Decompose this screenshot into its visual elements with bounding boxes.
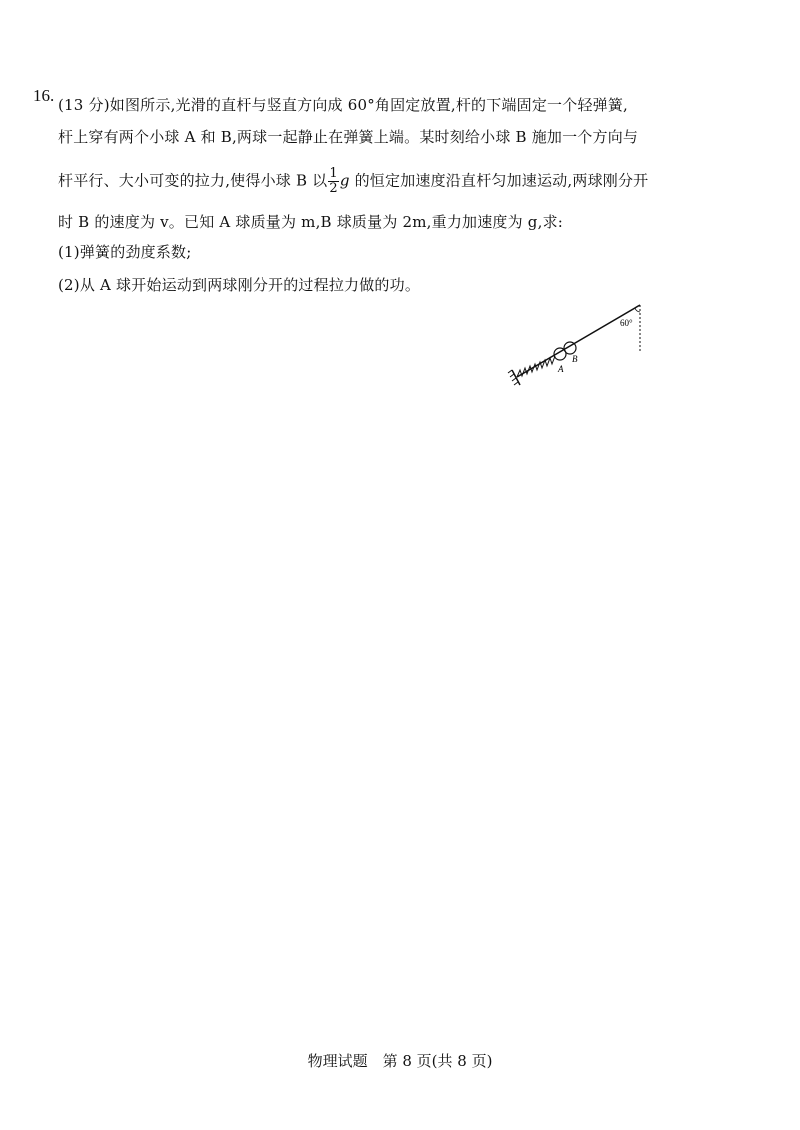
question-line-2: 杆上穿有两个小球 A 和 B,两球一起静止在弹簧上端。某时刻给小球 B 施加一个方向与 xyxy=(58,128,639,146)
question-score: (13 分) xyxy=(58,96,110,114)
question-line-3 xyxy=(58,167,648,196)
ball-b-label: B xyxy=(572,354,578,364)
question-part-1: (1)弹簧的劲度系数; xyxy=(58,243,192,261)
fraction-numerator: 1 xyxy=(329,166,338,181)
page-footer: 物理试题 第 8 页(共 8 页) xyxy=(307,1052,493,1070)
question-part-2: (2)从 A 球开始运动到两球刚分开的过程拉力做的功。 xyxy=(58,276,421,294)
question-line-1 xyxy=(58,95,628,115)
question-number: 16. xyxy=(33,86,55,105)
angle-arc xyxy=(635,308,640,312)
ball-a-label: A xyxy=(558,364,564,374)
gravity-symbol: g xyxy=(339,171,350,190)
question-line-4: 时 B 的速度为 v。已知 A 球质量为 m,B 球质量为 2m,重力加速度为 g,求: xyxy=(58,213,564,231)
fraction-denominator: 2 xyxy=(329,181,338,196)
question-text-3b: 的恒定加速度沿直杆匀加速运动,两球刚分开 xyxy=(349,171,649,190)
rod xyxy=(517,305,640,377)
fraction-half xyxy=(328,167,338,196)
rod-spring-diagram xyxy=(500,300,650,400)
question-text-1: 如图所示,光滑的直杆与竖直方向成 60°角固定放置,杆的下端固定一个轻弹簧, xyxy=(109,96,629,114)
question-text-3a: 杆平行、大小可变的拉力,使得小球 B 以 xyxy=(58,171,328,190)
angle-label: 60° xyxy=(620,318,633,328)
